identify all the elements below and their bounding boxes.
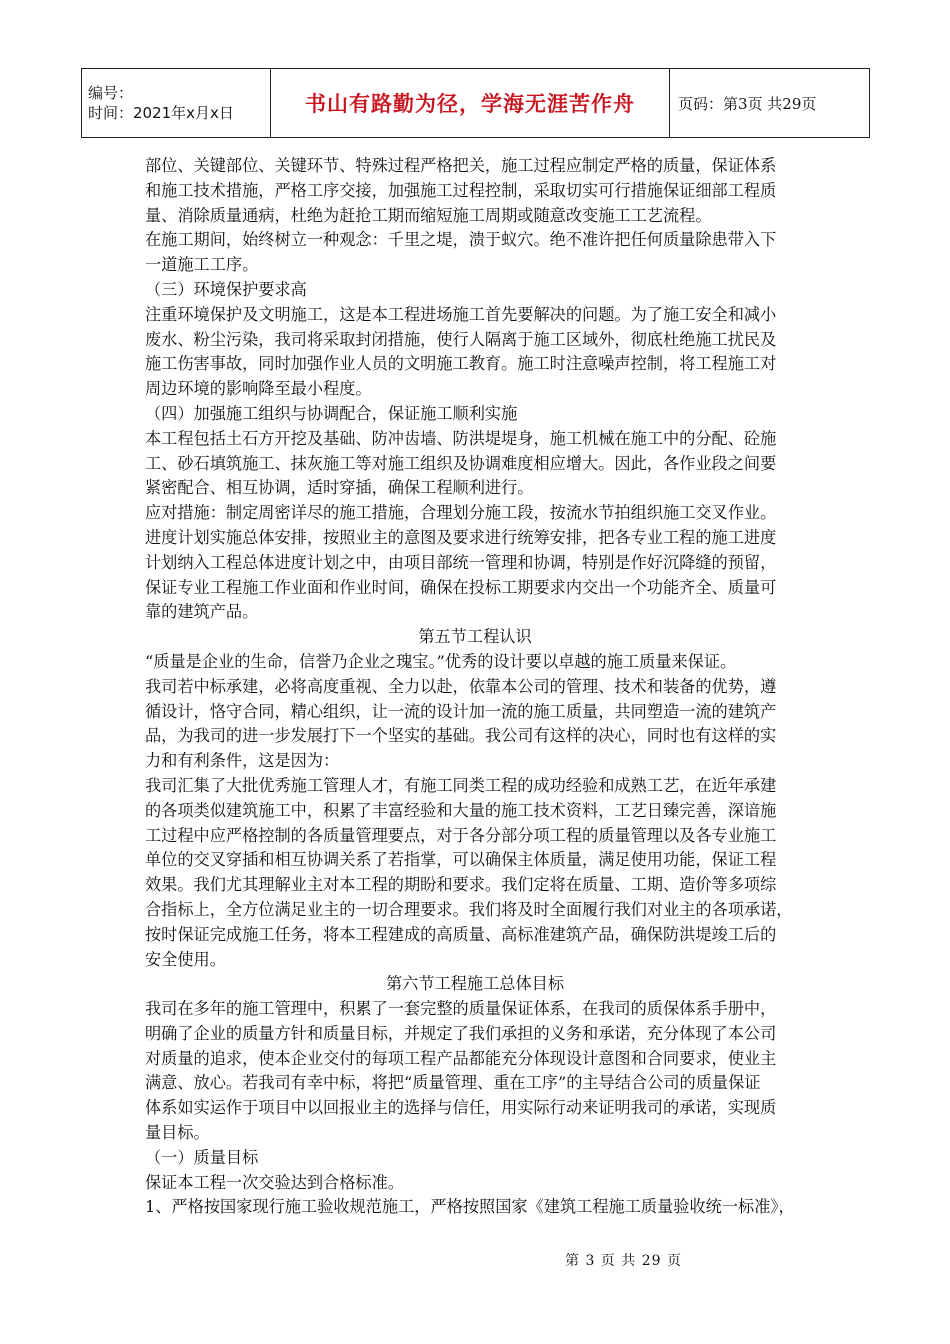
body-line: 1、严格按国家现行施工验收规范施工，严格按照国家《建筑工程施工质量验收统一标准》， — [145, 1197, 795, 1217]
body-line: 明确了企业的质量方针和质量目标，并规定了我们承担的义务和承诺，充分体现了本公司 — [145, 1023, 777, 1043]
body-line: 在施工期间，始终树立一种观念：千里之堤，溃于蚁穴。绝不准许把任何质量除患带入下 — [145, 230, 777, 250]
section-heading: 第六节工程施工总体目标 — [385, 974, 565, 994]
body-line: 量目标。 — [145, 1123, 210, 1143]
body-line: 施工伤害事故，同时加强作业人员的文明施工教育。施工时注意噪声控制，将工程施工对 — [145, 354, 777, 374]
body-line: 周边环境的影响降至最小程度。 — [145, 379, 372, 399]
body-line: 本工程包括土石方开挖及基础、防冲齿墙、防洪堤堤身，施工机械在施工中的分配、砼施 — [145, 428, 777, 448]
body-line: 废水、粉尘污染，我司将采取封闭措施，使行人隔离于施工区域外，彻底杜绝施工扰民及 — [145, 329, 777, 349]
body-line: 进度计划实施总体安排，按照业主的意图及要求进行统筹安排，把各专业工程的施工进度 — [145, 527, 777, 547]
body-line: 我司若中标承建，必将高度重视、全力以赴，依靠本公司的管理、技术和装备的优势，遵 — [145, 676, 777, 696]
body-line: “质量是企业的生命，信誉乃企业之瑰宝。”优秀的设计要以卓越的施工质量来保证。 — [145, 651, 737, 671]
body-line: 安全使用。 — [145, 949, 226, 969]
body-line: 按时保证完成施工任务，将本工程建成的高质量、高标准建筑产品，确保防洪堤竣工后的 — [145, 924, 777, 944]
header-motto: 书山有路勤为径，学海无涯苦作舟 — [271, 69, 670, 138]
document-number: 编号： — [88, 84, 134, 102]
body-line: 效果。我们尤其理解业主对本工程的期盼和要求。我们定将在质量、工期、造价等多项综 — [145, 875, 777, 895]
body-line: 对质量的追求，使本企业交付的每项工程产品都能充分体现设计意图和合同要求，使业主 — [145, 1048, 777, 1068]
body-line: 循设计，恪守合同，精心组织，让一流的设计加一流的施工质量，共同塑造一流的建筑产 — [145, 701, 777, 721]
body-line: 的各项类似建筑施工中，积累了丰富经验和大量的施工技术资料，工艺日臻完善，深谙施 — [145, 800, 777, 820]
header-page-info: 页码：第3页 共29页 — [670, 69, 870, 138]
body-line: 部位、关键部位、关键环节、特殊过程严格把关，施工过程应制定严格的质量，保证体系 — [145, 156, 777, 175]
body-line: 我司在多年的施工管理中，积累了一套完整的质量保证体系，在我司的质保体系手册中， — [145, 999, 777, 1019]
subsection-heading: （三）环境保护要求高 — [145, 279, 307, 299]
document-date: 时间：2021年x月x日 — [88, 104, 234, 122]
body-line: 单位的交叉穿插和相互协调关系了若指掌，可以确保主体质量，满足使用功能，保证工程 — [145, 850, 777, 870]
body-line: 体系如实运作于项目中以回报业主的选择与信任，用实际行动来证明我司的承诺，实现质 — [145, 1098, 777, 1118]
body-line: 力和有利条件，这是因为： — [145, 751, 340, 771]
page-footer: 第 3 页 共 29 页 — [565, 1253, 682, 1269]
body-line: 品，为我司的进一步发展打下一个坚实的基础。我公司有这样的决心，同时也有这样的实 — [145, 726, 777, 746]
body-line: 我司汇集了大批优秀施工管理人才，有施工同类工程的成功经验和成熟工艺，在近年承建 — [145, 775, 777, 795]
body-line: 和施工技术措施，严格工序交接，加强施工过程控制，采取切实可行措施保证细部工程质 — [145, 180, 777, 200]
body-line: 紧密配合、相互协调，适时穿插，确保工程顺利进行。 — [145, 478, 534, 498]
subsection-heading: （一）质量目标 — [145, 1147, 259, 1167]
header-meta — [82, 69, 271, 138]
body-line: 计划纳入工程总体进度计划之中，由项目部统一管理和协调，特别是作好沉降缝的预留， — [145, 552, 777, 572]
body-line: 工过程中应严格控制的各质量管理要点，对于各分部分项工程的质量管理以及各专业施工 — [145, 825, 777, 845]
body-line: 注重环境保护及文明施工，这是本工程进场施工首先要解决的问题。为了施工安全和减小 — [145, 304, 777, 324]
section-heading: 第五节工程认识 — [418, 627, 532, 647]
body-line: 工、砂石填筑施工、抹灰施工等对施工组织及协调难度相应增大。因此，各作业段之间要 — [145, 453, 777, 473]
subsection-heading: （四）加强施工组织与协调配合，保证施工顺利实施 — [145, 403, 518, 423]
body-line: 量、消除质量通病，杜绝为赶抢工期而缩短施工周期或随意改变施工工艺流程。 — [145, 205, 712, 225]
body-line: 靠的建筑产品。 — [145, 602, 259, 622]
body-line: 合指标上，全方位满足业主的一切合理要求。我们将及时全面履行我们对业主的各项承诺， — [145, 899, 793, 919]
body-line: 一道施工工序。 — [145, 255, 259, 275]
document-body — [145, 154, 805, 1220]
body-line: 保证专业工程施工作业面和作业时间，确保在投标工期要求内交出一个功能齐全、质量可 — [145, 577, 777, 597]
body-line: 满意、放心。若我司有幸中标，将把“质量管理、重在工序”的主导结合公司的质量保证 — [145, 1073, 761, 1093]
body-line: 保证本工程一次交验达到合格标准。 — [145, 1172, 404, 1192]
body-line: 应对措施：制定周密详尽的施工措施，合理划分施工段，按流水节拍组织施工交叉作业。 — [145, 503, 777, 523]
document-header — [81, 68, 870, 138]
